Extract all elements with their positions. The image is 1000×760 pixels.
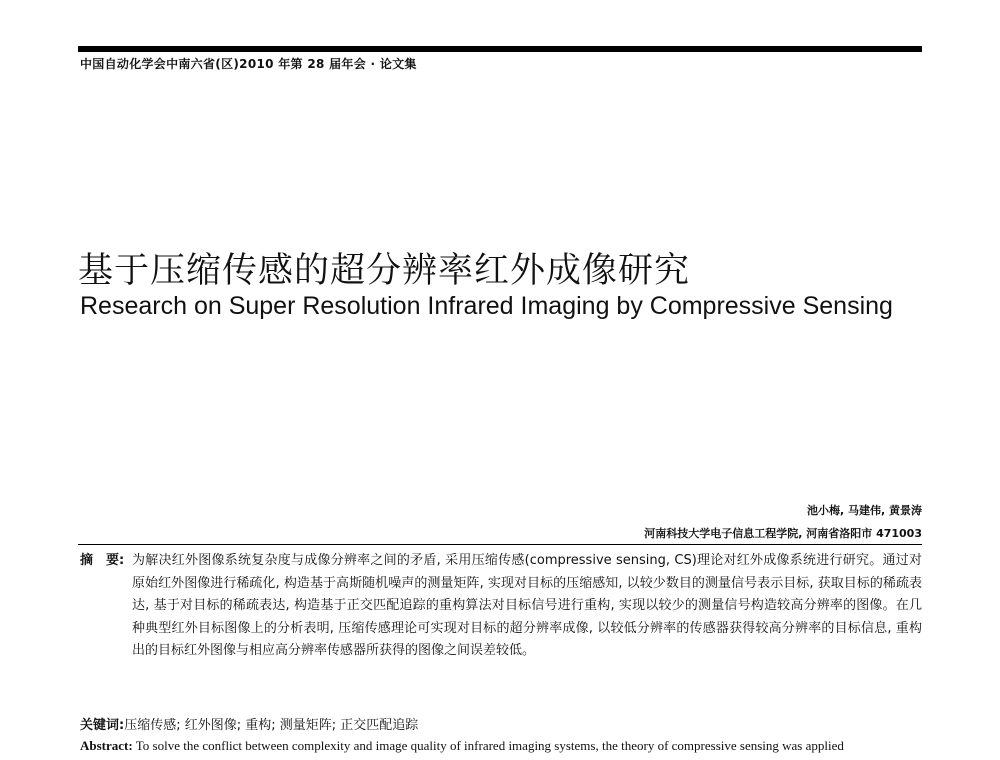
abstract-english-label: Abstract: [80, 738, 133, 753]
conference-header: 中国自动化学会中南六省(区)2010 年第 28 届年会 · 论文集 [80, 57, 417, 71]
authors: 池小梅, 马建伟, 黄景涛 [806, 504, 922, 517]
keywords [80, 714, 922, 733]
abstract-chinese [80, 550, 922, 663]
keywords-label: 关键词: [80, 718, 125, 733]
keywords-text: 压缩传感; 红外图像; 重构; 测量矩阵; 正交匹配追踪 [124, 718, 419, 733]
abstract-chinese-label: 摘 要: [80, 553, 125, 568]
affiliation: 河南科技大学电子信息工程学院, 河南省洛阳市 471003 [644, 527, 922, 540]
abstract-english [80, 738, 922, 754]
abstract-chinese-text: 为解决红外图像系统复杂度与成像分辨率之间的矛盾, 采用压缩传感(compressive sensing, CS)理论对红外成像系统进行研究。通过对原始红外图像进行稀疏化, 构造基于高斯随机噪声的测量矩阵, 实现对目标的压缩感知, 以较少数目的测量信号表示目标, 获取目标的稀疏表达, 基于对目标的稀疏表达, 构造基于正交匹配追踪的重构算法对目标信号进行重构, 实现以较少的测量信号构造较高分辨率的图像。在几种典型红外目标图像上的分析表明, 压缩传感理论可实现对目标的超分辨率成像, 以较低分辨率的传感器获得较高分辨率的目标信息, 重构出的目标红外图像与相应高分辨率传感器所获得的图像之间误差较低。 [132, 553, 922, 658]
title-english: Research on Super Resolution Infrared Imaging by Compressive Sensing [80, 292, 893, 320]
title-chinese: 基于压缩传感的超分辨率红外成像研究 [78, 251, 691, 291]
section-rule [78, 544, 922, 545]
abstract-english-text: To solve the conflict between complexity and image quality of infrared imaging systems, the theory of compressive sensing was applied [135, 738, 844, 753]
top-rule [78, 46, 922, 52]
